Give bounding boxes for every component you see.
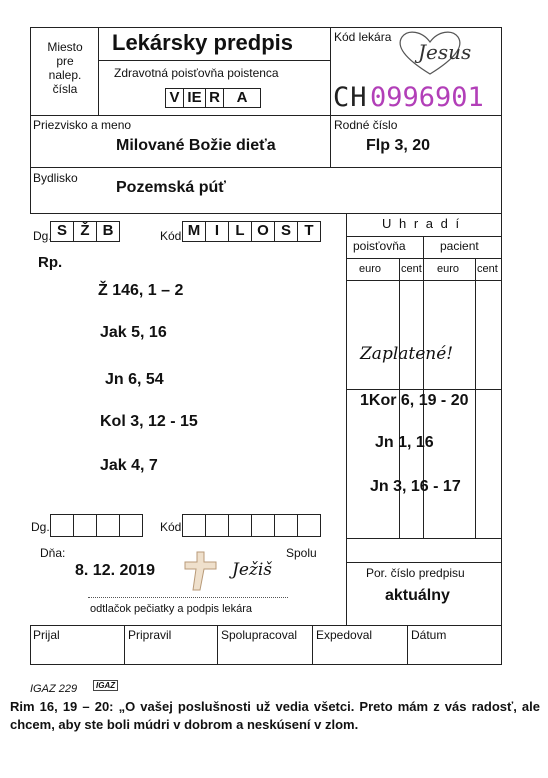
- prescription-item: Jn 6, 54: [105, 371, 164, 388]
- bottom-label: Pripravil: [128, 628, 172, 642]
- code-cell[interactable]: L: [228, 221, 252, 242]
- payment-divider: [346, 389, 502, 390]
- code2-cell[interactable]: [297, 514, 321, 537]
- code2-cell[interactable]: [182, 514, 206, 537]
- date-label: Dňa:: [40, 546, 66, 560]
- insurer-cell[interactable]: A: [223, 88, 261, 108]
- payment-divider: [346, 258, 502, 259]
- code-label: Kód: [160, 229, 182, 243]
- cent-label: cent: [401, 263, 422, 275]
- dg2-cell[interactable]: [119, 514, 143, 537]
- order-label: Por. číslo predpisu: [366, 566, 465, 580]
- dg-label: Dg.: [33, 229, 52, 243]
- doctor-code: 0996901: [370, 82, 484, 113]
- payment-header: U h r a d í: [382, 216, 462, 231]
- code2-cell[interactable]: [251, 514, 275, 537]
- place-label: [32, 40, 98, 96]
- euro-label: euro: [437, 263, 460, 275]
- payment-divider: [346, 280, 502, 281]
- spolu-label: Spolu: [286, 546, 317, 560]
- patient-name: Milované Božie dieťa: [116, 137, 276, 154]
- name-label: Priezvisko a meno: [33, 118, 132, 132]
- patient-pay-label: pacient: [440, 239, 479, 253]
- row-divider: [330, 115, 331, 167]
- code-cell[interactable]: S: [274, 221, 298, 242]
- code-cell[interactable]: I: [205, 221, 229, 242]
- bottom-divider: [30, 664, 502, 665]
- rp-label: Rp.: [38, 254, 63, 271]
- birth-number: Flp 3, 20: [366, 137, 431, 154]
- payment-divider: [346, 538, 502, 539]
- address-label: Bydlisko: [33, 171, 78, 185]
- issue-date: 8. 12. 2019: [75, 562, 156, 579]
- stamp-label: odtlačok pečiatky a podpis lekára: [90, 603, 253, 615]
- code2-cell[interactable]: [274, 514, 298, 537]
- code-cell[interactable]: T: [297, 221, 321, 242]
- bottom-label: Dátum: [411, 628, 447, 642]
- bottom-divider: [124, 625, 125, 665]
- insurer-cell[interactable]: V: [165, 88, 184, 108]
- place-label-line: pre: [56, 54, 74, 68]
- payment-ref: Jn 3, 16 - 17: [370, 478, 461, 495]
- code2-cell[interactable]: [228, 514, 252, 537]
- row-divider: [30, 167, 502, 168]
- order-value: aktuálny: [385, 587, 450, 604]
- prescription-item: Jak 4, 7: [100, 457, 158, 474]
- code-cell[interactable]: M: [182, 221, 206, 242]
- form-title: Lekársky predpis: [112, 30, 293, 55]
- place-label-line: nalep.: [48, 68, 82, 82]
- dg2-cell[interactable]: [96, 514, 120, 537]
- signature: Ježiš: [232, 560, 272, 580]
- payment-ref: Jn 1, 16: [375, 434, 434, 451]
- payment-ref: 1Kor 6, 19 - 20: [360, 392, 469, 409]
- prescription-item: Jak 5, 16: [100, 324, 167, 341]
- payment-divider: [346, 236, 502, 237]
- birth-label: Rodné číslo: [334, 118, 398, 132]
- prescription-item: Kol 3, 12 - 15: [100, 413, 198, 430]
- dotted-line: [88, 597, 288, 598]
- title-divider: [99, 60, 330, 61]
- payment-divider: [346, 562, 502, 563]
- euro-label: euro: [359, 263, 382, 275]
- payment-left-border: [346, 213, 347, 625]
- bottom-divider: [407, 625, 408, 665]
- insurer-label: Zdravotná poisťovňa poistenca: [114, 66, 279, 80]
- code2-label: Kód: [160, 520, 182, 534]
- form-logo: IGAZ: [93, 680, 118, 691]
- bottom-label: Spolupracoval: [221, 628, 298, 642]
- bottom-divider: [217, 625, 218, 665]
- place-label-line: čísla: [52, 82, 78, 96]
- patient-address: Pozemská púť: [116, 179, 226, 196]
- bottom-divider: [312, 625, 313, 665]
- row-divider: [30, 115, 502, 116]
- dg2-label: Dg.: [31, 520, 50, 534]
- dg-cell[interactable]: B: [96, 221, 120, 242]
- doctor-code-label: Kód lekára: [334, 30, 392, 44]
- dg-cell[interactable]: S: [50, 221, 74, 242]
- cross-icon: [182, 550, 220, 592]
- bottom-divider: [30, 625, 31, 665]
- row-divider: [30, 213, 502, 214]
- prescription-item: Ž 146, 1 – 2: [98, 282, 184, 299]
- place-label-line: Miesto: [47, 40, 83, 54]
- dg-cell[interactable]: Ž: [73, 221, 97, 242]
- insurer-cell[interactable]: IE: [183, 88, 206, 108]
- insurer-pay-label: poisťovňa: [353, 239, 406, 253]
- code-cell[interactable]: O: [251, 221, 275, 242]
- dg2-cell[interactable]: [50, 514, 74, 537]
- payment-col: [475, 258, 476, 538]
- verse-text: Rim 16, 19 – 20: „O vašej poslušnosti už vedia všetci. Preto mám z vás radosť, ale chcem, aby ste boli múdri v dobrom a neskúsení v zlom.: [10, 699, 540, 732]
- bottom-label: Expedoval: [316, 628, 373, 642]
- doctor-code-prefix: CH: [333, 82, 368, 113]
- paid-note: Zaplatené!: [360, 344, 454, 364]
- bottom-divider: [30, 625, 502, 626]
- form-code: IGAZ 229: [30, 683, 78, 695]
- code2-cell[interactable]: [205, 514, 229, 537]
- insurer-cell[interactable]: R: [205, 88, 224, 108]
- cent-label: cent: [477, 263, 498, 275]
- doctor-signature: Jesus: [418, 40, 472, 64]
- bottom-label: Prijal: [33, 628, 60, 642]
- dg2-cell[interactable]: [73, 514, 97, 537]
